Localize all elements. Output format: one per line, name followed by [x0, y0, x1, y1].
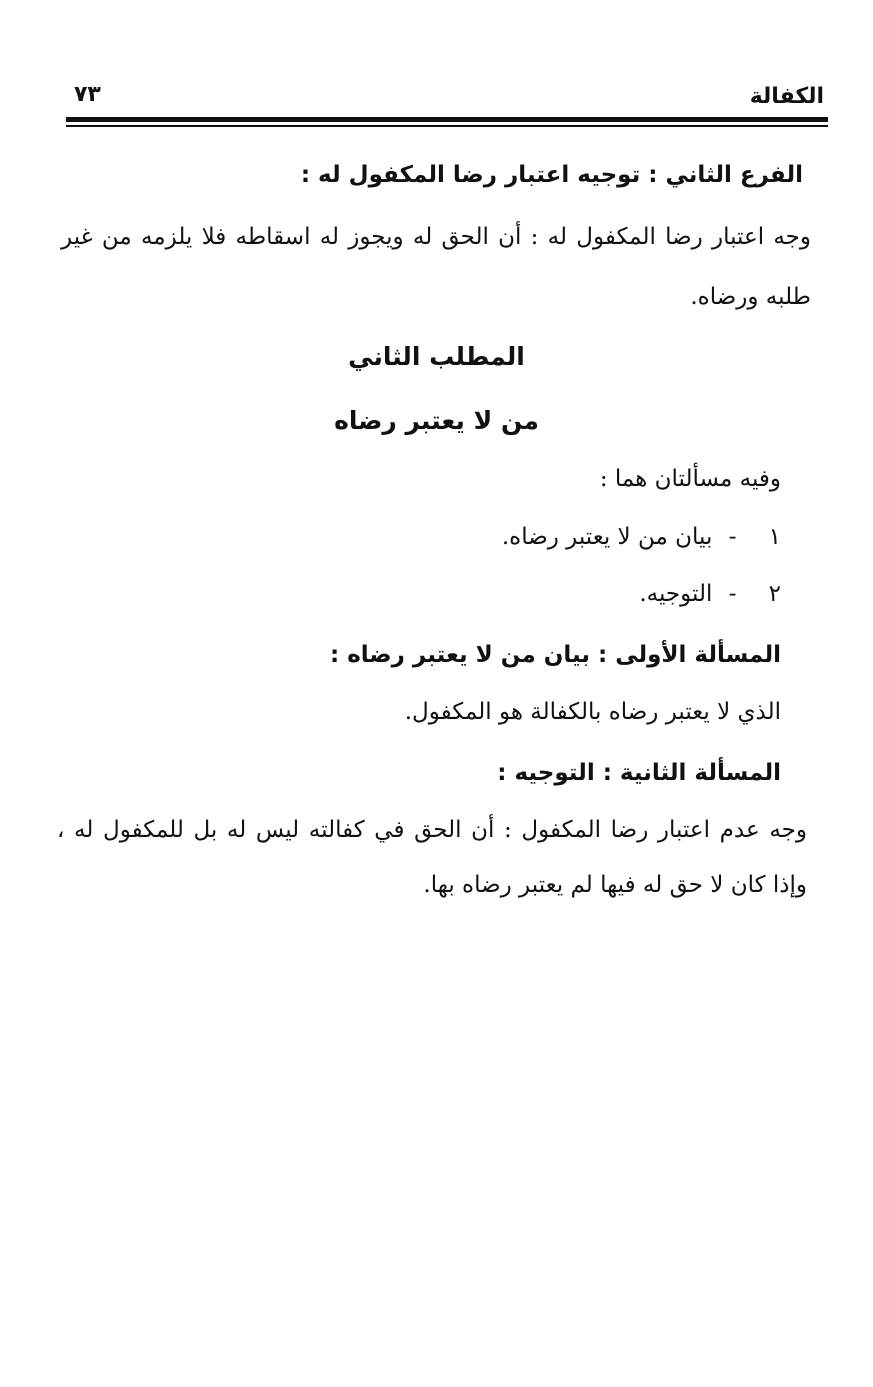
list-item-dash: - — [728, 581, 737, 607]
running-title: الكفالة — [749, 84, 824, 109]
intro-text: وفيه مسألتان هما : — [599, 466, 781, 492]
issue-one-heading: المسألة الأولى : بيان من لا يعتبر رضاه : — [330, 642, 781, 668]
list-item — [502, 522, 781, 552]
list-item-text: بيان من لا يعتبر رضاه. — [501, 524, 713, 550]
list-item-number: ٢ — [768, 581, 781, 607]
issue-two-line-1: وجه عدم اعتبار رضا المكفول : أن الحق في كفالته ليس له بل للمكفول له ، — [57, 817, 807, 843]
list-item-text: التوجيه. — [639, 581, 713, 607]
matlab-title: المطلب الثاني — [348, 342, 525, 371]
page-number: ٧٣ — [74, 82, 101, 107]
branch-two-line-1: وجه اعتبار رضا المكفول له : أن الحق له ويجوز له اسقاطه فلا يلزمه من غير — [61, 224, 811, 250]
issue-two-line-2: وإذا كان لا حق له فيها لم يعتبر رضاه بها. — [423, 872, 807, 898]
header-rule-thick — [66, 117, 828, 122]
matlab-subtitle: من لا يعتبر رضاه — [334, 406, 539, 435]
list-item-number: ١ — [768, 524, 781, 550]
issue-one-text: الذي لا يعتبر رضاه بالكفالة هو المكفول. — [404, 699, 781, 725]
branch-two-line-2: طلبه ورضاه. — [690, 284, 811, 310]
issue-two-heading: المسألة الثانية : التوجيه : — [497, 760, 781, 786]
page-header — [66, 80, 828, 116]
branch-two-heading: الفرع الثاني : توجيه اعتبار رضا المكفول له : — [300, 162, 803, 188]
list-item — [639, 579, 781, 609]
header-rule-thin — [66, 125, 828, 127]
list-item-dash: - — [728, 524, 737, 550]
